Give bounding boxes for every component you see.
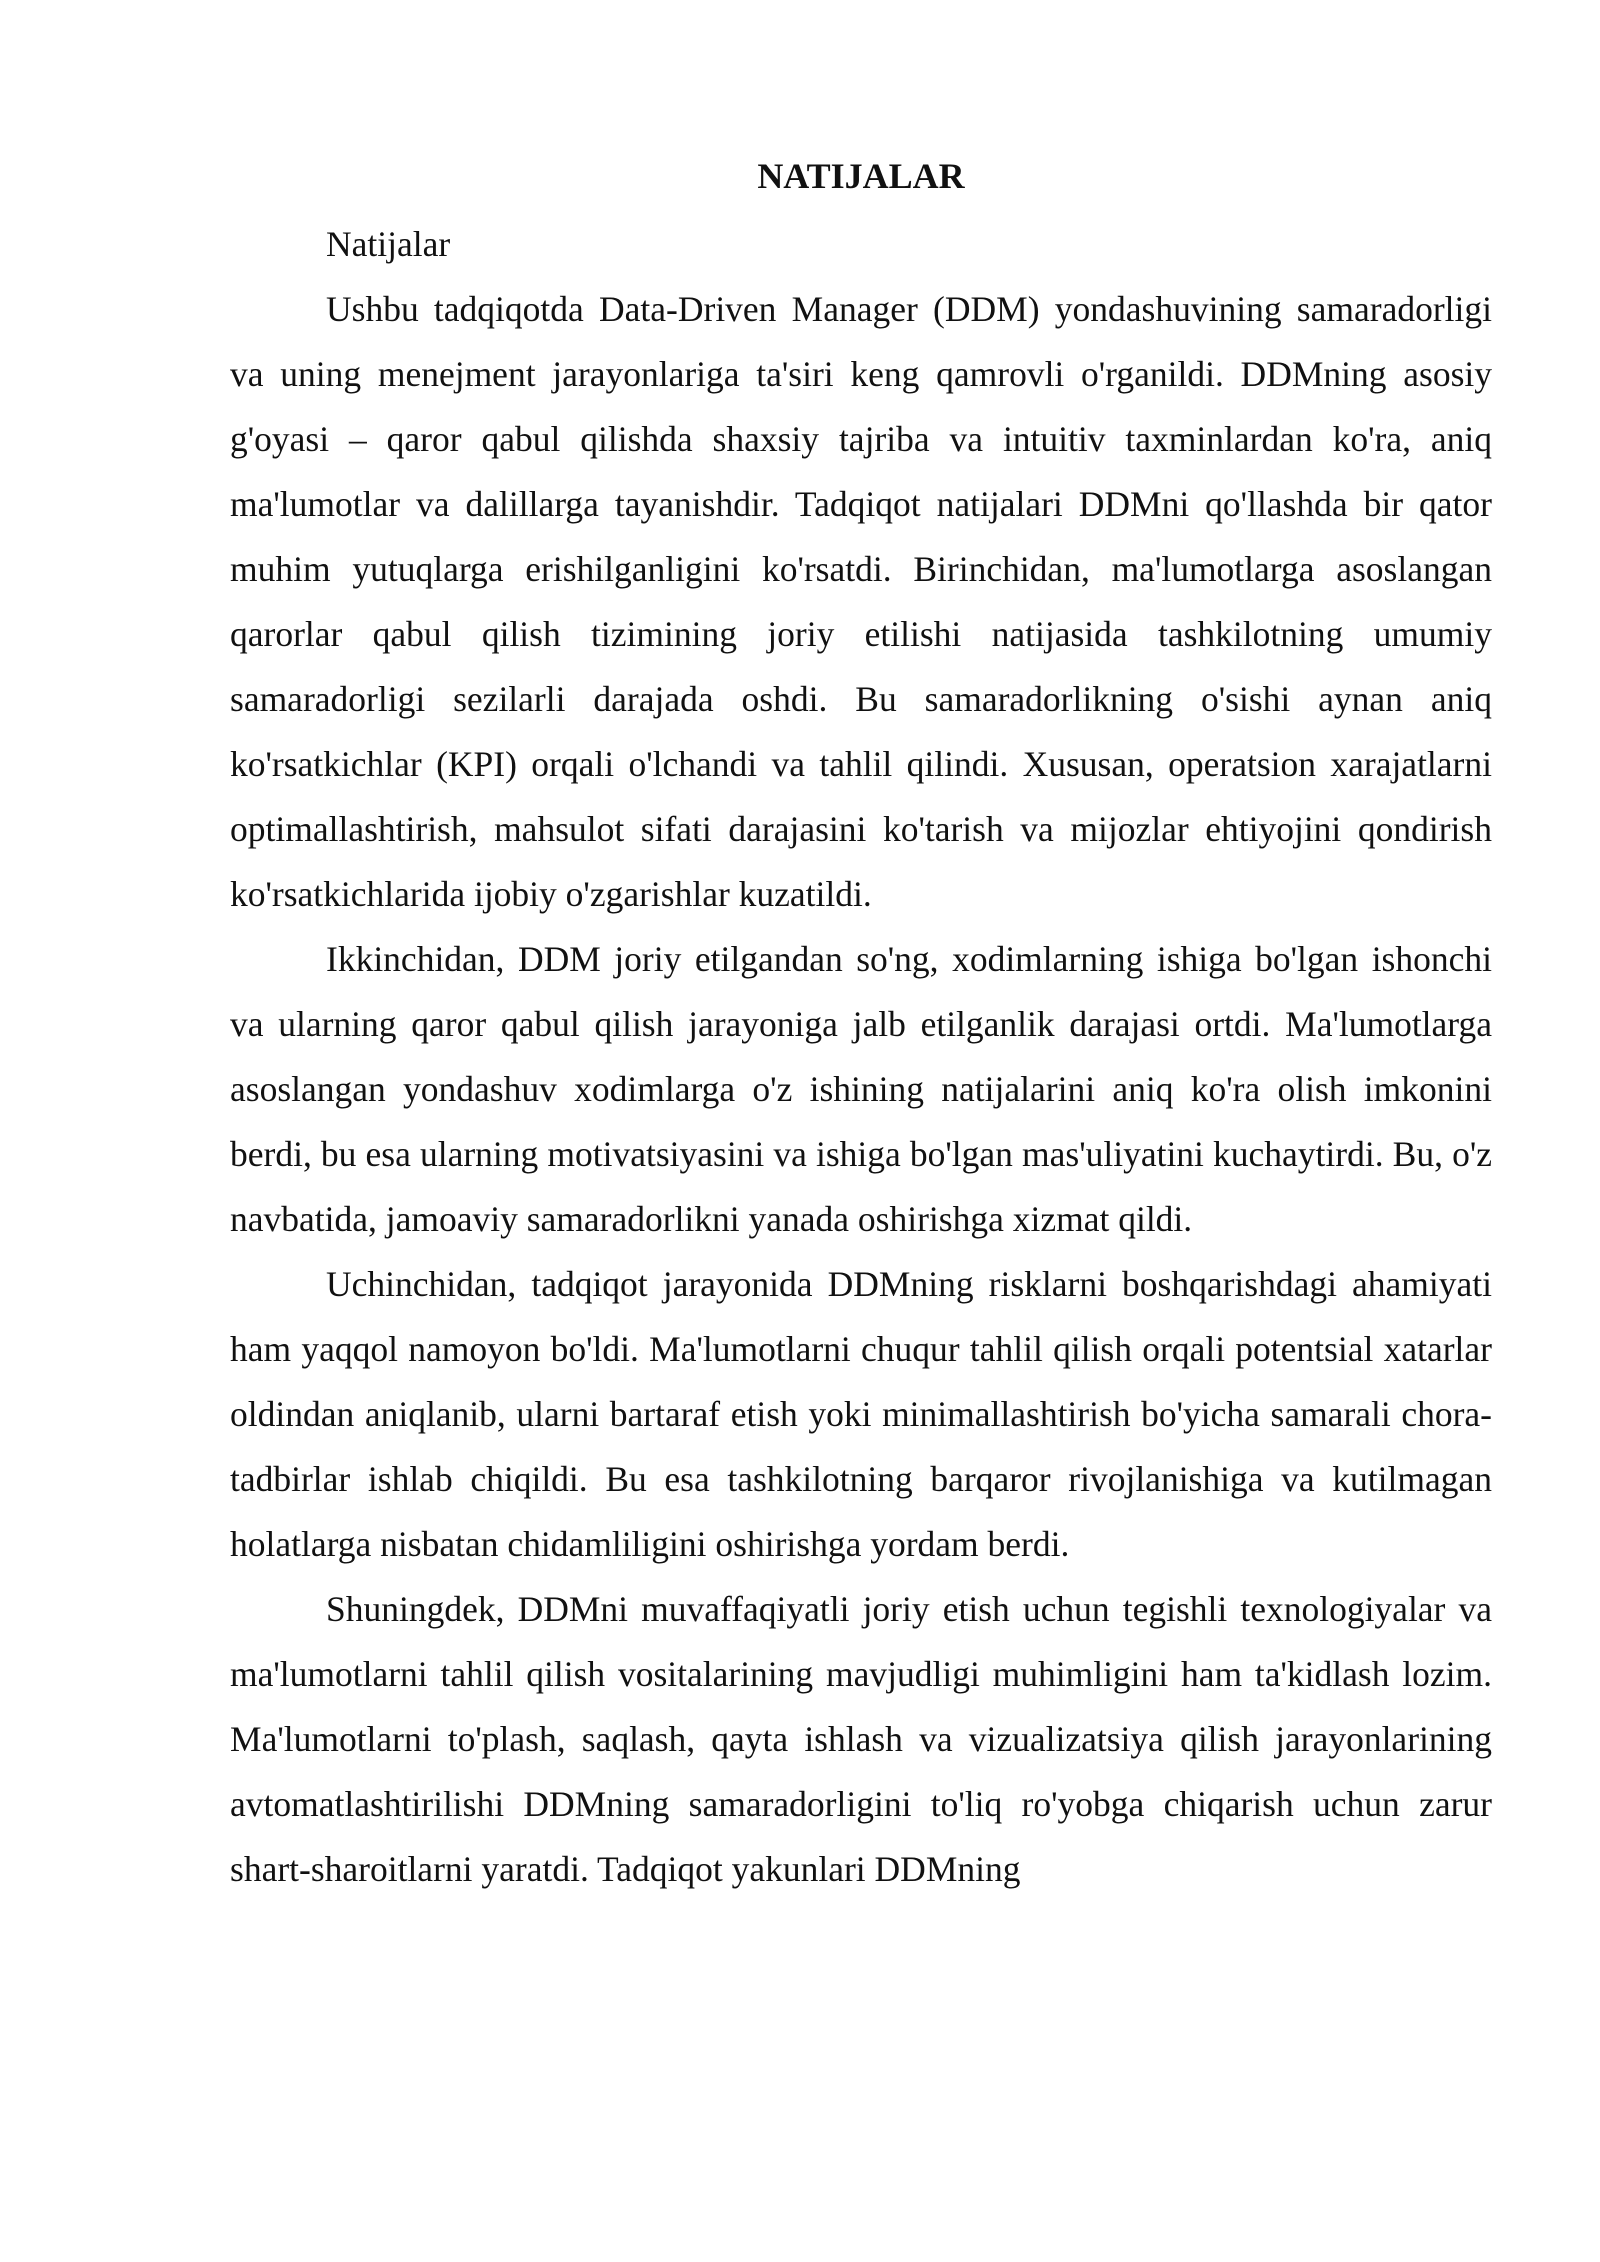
paragraph-3: Uchinchidan, tadqiqot jarayonida DDMning risklarni boshqarishdagi ahamiyati ham yaqqol namoyon bo'ldi. Ma'lumotlarni chuqur tahlil qilish orqali potentsial xatarlar oldindan aniqlanib, ularni bartaraf etish yoki minimallashtirish bo'yicha samarali chora-tadbirlar ishlab chiqildi. Bu esa tashkilotning barqaror rivojlanishiga va kutilmagan holatlarga nisbatan chidamliligini oshirishga yordam berdi. <box>230 1264 1492 1564</box>
document-body <box>230 150 1492 1902</box>
section-subtitle: Natijalar <box>326 224 451 264</box>
paragraph-2: Ikkinchidan, DDM joriy etilgandan so'ng, xodimlarning ishiga bo'lgan ishonchi va ularning qaror qabul qilish jarayoniga jalb etilganlik darajasi ortdi. Ma'lumotlarga asoslangan yondashuv xodimlarga o'z ishining natijalarini aniq ko'ra olish imkonini berdi, bu esa ularning motivatsiyasini va ishiga bo'lgan mas'uliyatini kuchaytirdi. Bu, o'z navbatida, jamoaviy samaradorlikni yanada oshirishga xizmat qildi. <box>230 939 1492 1239</box>
paragraph-1: Ushbu tadqiqotda Data-Driven Manager (DDM) yondashuvining samaradorligi va uning menejment jarayonlariga ta'siri keng qamrovli o'rganildi. DDMning asosiy g'oyasi – qaror qabul qilishda shaxsiy tajriba va intuitiv taxminlardan ko'ra, aniq ma'lumotlar va dalillarga tayanishdir. Tadqiqot natijalari DDMni qo'llashda bir qator muhim yutuqlarga erishilganligini ko'rsatdi. Birinchidan, ma'lumotlarga asoslangan qarorlar qabul qilish tizimining joriy etilishi natijasida tashkilotning umumiy samaradorligi sezilarli darajada oshdi. Bu samaradorlikning o'sishi aynan aniq ko'rsatkichlar (KPI) orqali o'lchandi va tahlil qilindi. Xususan, operatsion xarajatlarni optimallashtirish, mahsulot sifati darajasini ko'tarish va mijozlar ehtiyojini qondirish ko'rsatkichlarida ijobiy o'zgarishlar kuzatildi. <box>230 289 1492 914</box>
paragraph-4: Shuningdek, DDMni muvaffaqiyatli joriy etish uchun tegishli texnologiyalar va ma'lumotlarni tahlil qilish vositalarining mavjudligi muhimligini ham ta'kidlash lozim. Ma'lumotlarni to'plash, saqlash, qayta ishlash va vizualizatsiya qilish jarayonlarining avtomatlashtirilishi DDMning samaradorligini to'liq ro'yobga chiqarish uchun zarur shart-sharoitlarni yaratdi. Tadqiqot yakunlari DDMning <box>230 1589 1492 1889</box>
page-title: NATIJALAR <box>757 156 965 196</box>
